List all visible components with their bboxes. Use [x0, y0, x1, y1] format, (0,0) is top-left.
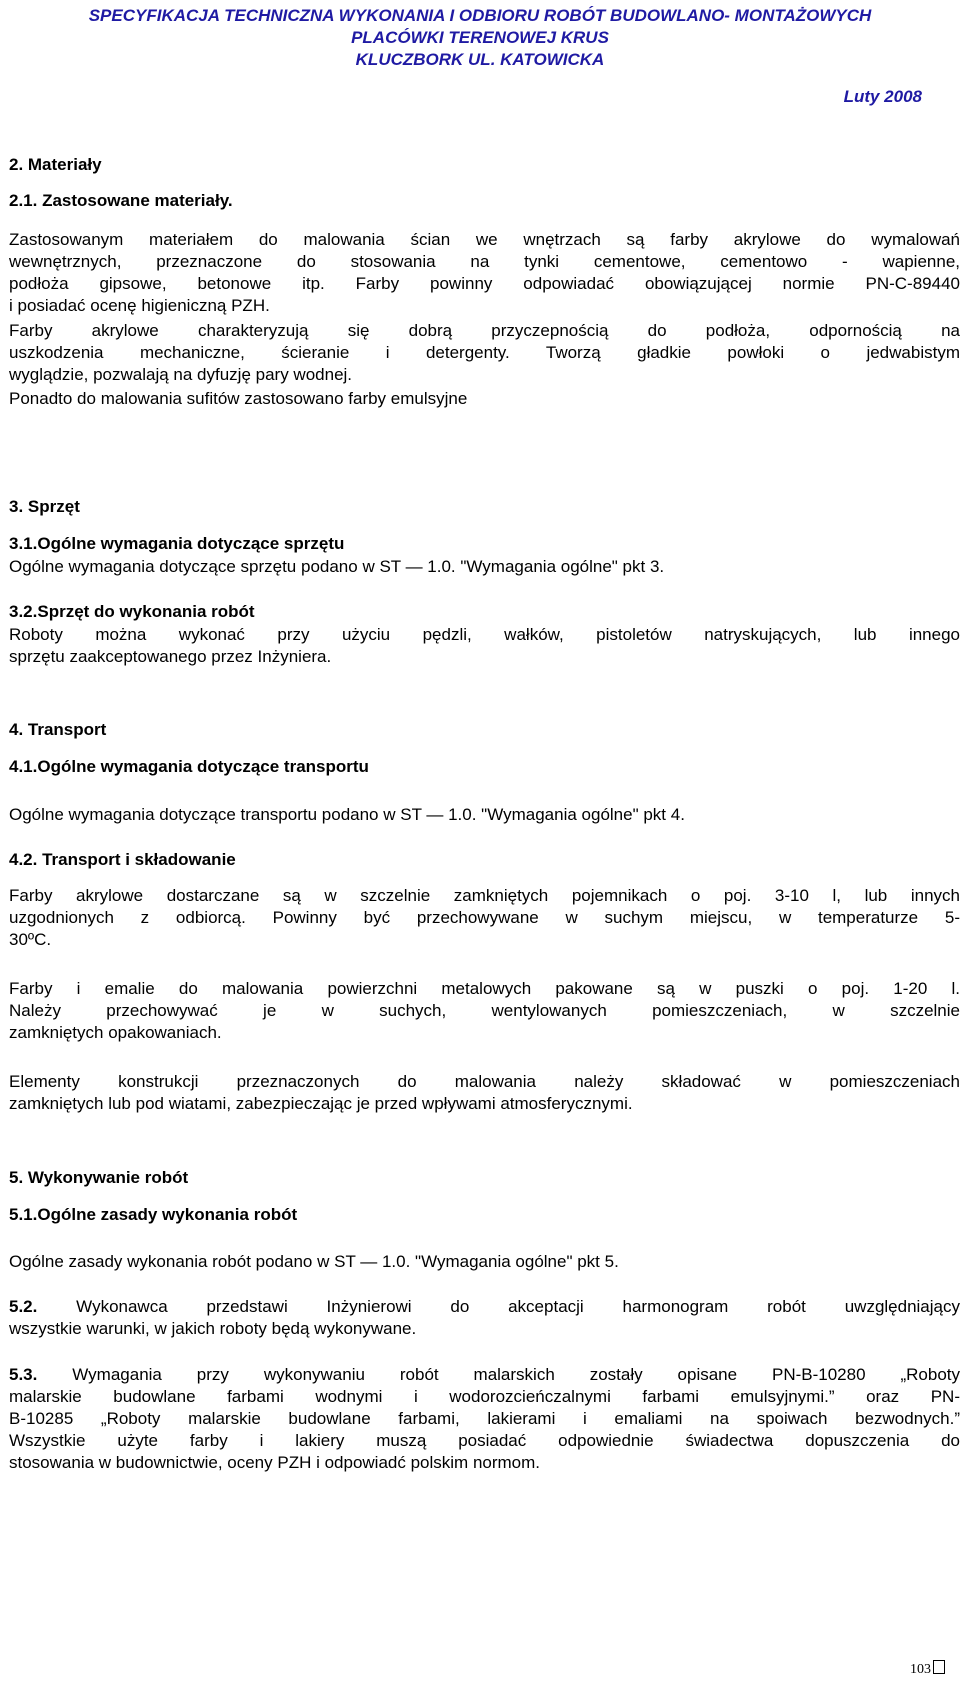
paragraph-4-2-c	[9, 1071, 960, 1115]
paragraph-4-2-b	[9, 978, 960, 1044]
text-line: Farby akrylowe dostarczane są w szczelnie zamkniętych pojemnikach o poj. 3-10 l, lub innych	[9, 886, 960, 905]
text-line: wewnętrznych, przeznaczone do stosowania na tynki cementowe, cementowo - wapienne,	[9, 252, 960, 271]
header-date: Luty 2008	[843, 87, 922, 106]
text-line: Elementy konstrukcji przeznaczonych do malowania należy składować w pomieszczeniach	[9, 1072, 960, 1091]
paragraph-3-1: Ogólne wymagania dotyczące sprzętu podano w ST — 1.0. "Wymagania ogólne" pkt 3.	[9, 557, 665, 576]
text-line: Wszystkie użyte farby i lakiery muszą posiadać odpowiednie świadectwa dopuszczenia do	[9, 1431, 960, 1450]
section-4-2-title: 4.2. Transport i składowanie	[9, 850, 236, 869]
paragraph-2-1-a	[9, 229, 960, 317]
text-line	[9, 1364, 960, 1386]
text-line: Zastosowanym materiałem do malowania ścian we wnętrzach są farby akrylowe do wymalowań	[9, 230, 960, 249]
text-line: podłoża gipsowe, betonowe itp. Farby powinny odpowiadać obowiązującej normie PN-C-89440	[9, 274, 960, 293]
text-line: wszystkie warunki, w jakich roboty będą wykonywane.	[9, 1319, 417, 1338]
paragraph-2-1-c: Ponadto do malowania sufitów zastosowano farby emulsyjne	[9, 389, 468, 408]
text-line: uszkodzenia mechaniczne, ścieranie i detergenty. Tworzą gładkie powłoki o jedwabistym	[9, 343, 960, 362]
section-5-title: 5. Wykonywanie robót	[9, 1168, 189, 1187]
paragraph-4-2-a	[9, 885, 960, 951]
page-number-text: 103	[910, 1662, 931, 1677]
text-line: Roboty można wykonać przy użyciu pędzli, wałków, pistoletów natryskujących, lub innego	[9, 625, 960, 644]
text-line: malarskie budowlane farbami wodnymi i wodorozcieńczalnymi farbami emulsyjnymi.” oraz PN-	[9, 1387, 960, 1406]
text-line: wyglądzie, pozwalają na dyfuzję pary wodnej.	[9, 365, 353, 384]
text-line: Należy przechowywać je w suchych, wentylowanych pomieszczeniach, w szczelnie	[9, 1001, 960, 1020]
header-title-line2: PLACÓWKI TERENOWEJ KRUS	[351, 28, 609, 47]
paragraph-number: 5.3.	[9, 1365, 38, 1384]
paragraph-number: 5.2.	[9, 1297, 38, 1316]
text-line: 30ºC.	[9, 930, 52, 949]
text-line: i posiadać ocenę higieniczną PZH.	[9, 296, 270, 315]
paragraph-5-2	[9, 1296, 960, 1340]
paragraph-2-1-b	[9, 320, 960, 386]
text-line	[9, 1296, 960, 1318]
text-line: B-10285 „Roboty malarskie budowlane farbami, lakierami i emaliami na spoiwach bezwodnych.”	[9, 1409, 960, 1428]
section-4-1-title: 4.1.Ogólne wymagania dotyczące transportu	[9, 757, 369, 776]
text-line: Farby akrylowe charakteryzują się dobrą przyczepnością do podłoża, odpornością na	[9, 321, 960, 340]
paragraph-5-3	[9, 1364, 960, 1474]
section-5-1-title: 5.1.Ogólne zasady wykonania robót	[9, 1205, 298, 1224]
header-title-line1: SPECYFIKACJA TECHNICZNA WYKONANIA I ODBIORU ROBÓT BUDOWLANO- MONTAŻOWYCH	[88, 6, 872, 25]
paragraph-5-1: Ogólne zasady wykonania robót podano w ST — 1.0. "Wymagania ogólne" pkt 5.	[9, 1252, 619, 1271]
square-glyph-icon	[933, 1660, 945, 1674]
text-line: zamkniętych lub pod wiatami, zabezpieczając je przed wpływami atmosferycznymi.	[9, 1094, 633, 1113]
section-2-1-title: 2.1. Zastosowane materiały.	[9, 191, 233, 210]
section-3-title: 3. Sprzęt	[9, 497, 80, 516]
text-line: Farby i emalie do malowania powierzchni metalowych pakowane są w puszki o poj. 1-20 l.	[9, 979, 960, 998]
section-4-title: 4. Transport	[9, 720, 107, 739]
section-3-2-title: 3.2.Sprzęt do wykonania robót	[9, 602, 255, 621]
page-number	[910, 1660, 945, 1678]
section-2-title: 2. Materiały	[9, 155, 102, 174]
text-span: Wykonawca przedstawi Inżynierowi do akceptacji harmonogram robót uwzględniający	[37, 1297, 960, 1316]
text-line: zamkniętych opakowaniach.	[9, 1023, 222, 1042]
paragraph-3-2	[9, 624, 960, 668]
section-3-1-title: 3.1.Ogólne wymagania dotyczące sprzętu	[9, 534, 345, 553]
text-line: sprzętu zaakceptowanego przez Inżyniera.	[9, 647, 332, 666]
text-line: stosowania w budownictwie, oceny PZH i odpowiadć polskim normom.	[9, 1453, 541, 1472]
header-title-line3: KLUCZBORK UL. KATOWICKA	[355, 50, 605, 69]
paragraph-4-1: Ogólne wymagania dotyczące transportu podano w ST — 1.0. "Wymagania ogólne" pkt 4.	[9, 805, 685, 824]
text-line: uzgodnionych z odbiorcą. Powinny być przechowywane w suchym miejscu, w temperaturze 5-	[9, 908, 960, 927]
text-span: Wymagania przy wykonywaniu robót malarskich zostały opisane PN-B-10280 „Roboty	[37, 1365, 960, 1384]
